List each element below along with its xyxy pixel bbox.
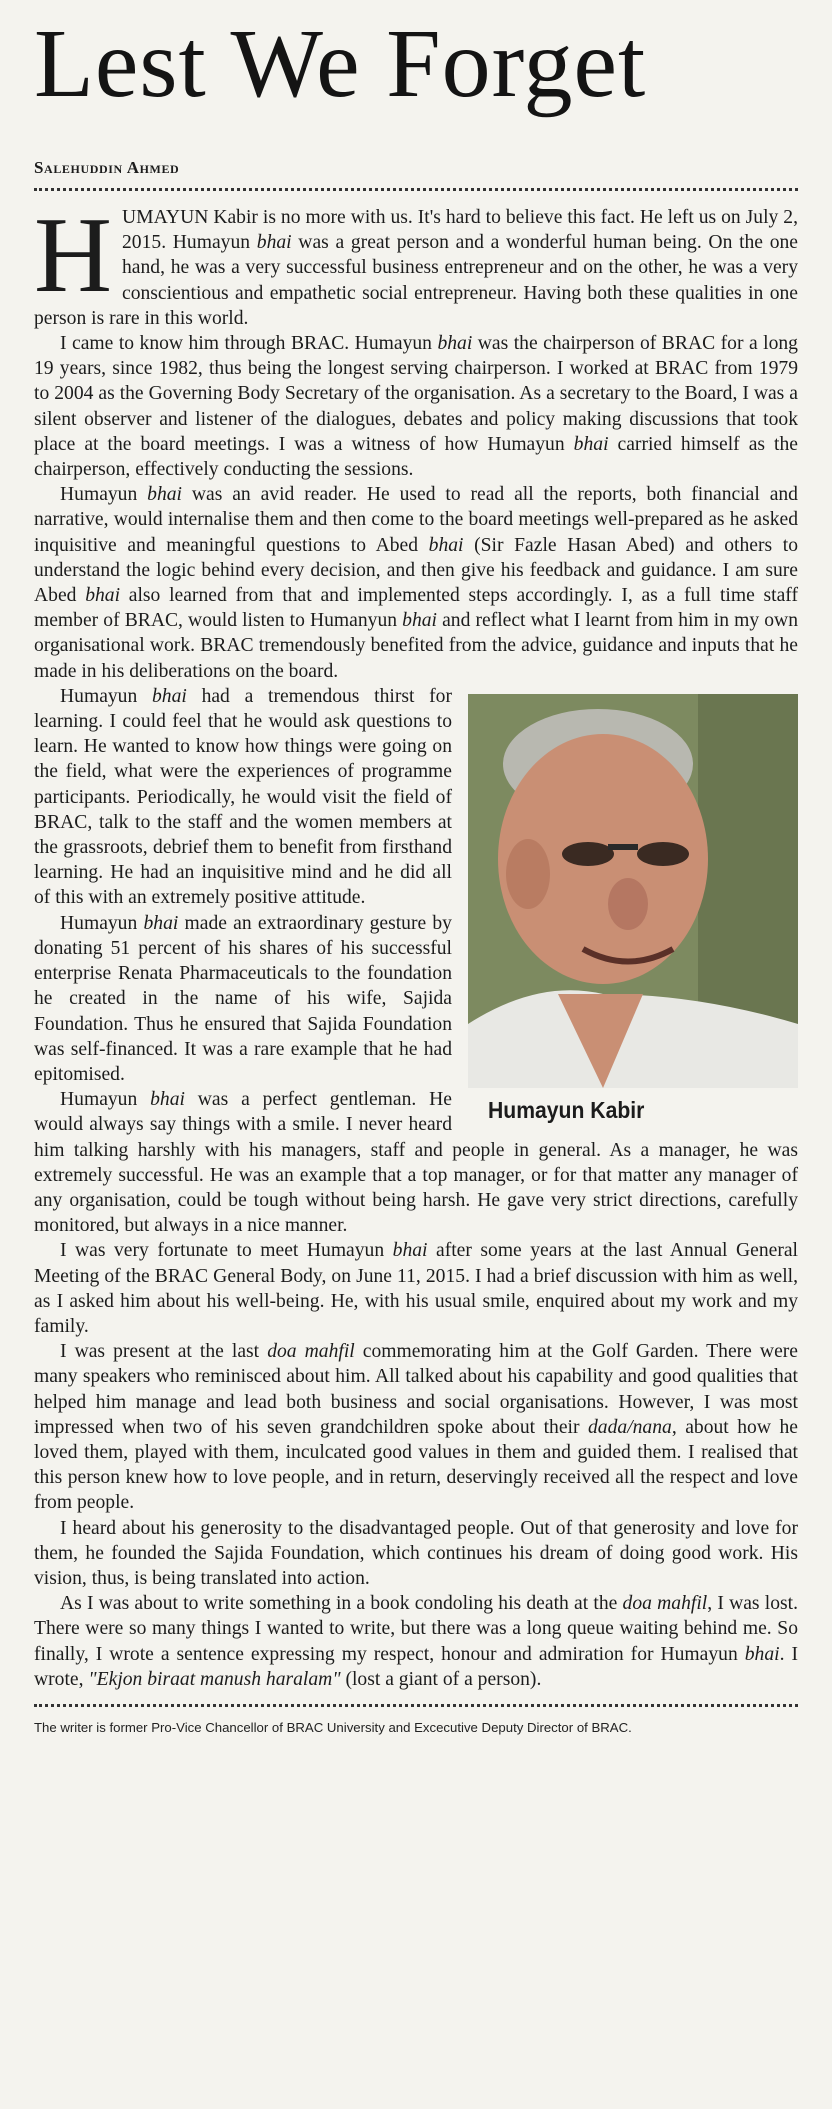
paragraph-5: Humayun bhai made an extraordinary gesture by donating 51 percent of his shares of his successful enterprise Renata Pharmaceuticals to the foundation he created in the name of his wife, Sajida Foundation. Thus he ensured that Sajida Foundation was self-financed. It was a rare example that he had epitomised. [34, 912, 452, 1085]
paragraph-7: I was very fortunate to meet Humayun bhai after some years at the last Annual General Meeting of the BRAC General Body, on June 11, 2015. I had a brief discussion with him as well, as I asked him about his well-being. He, with his usual smile, enquired about my work and my family. [34, 1240, 798, 1337]
byline: Salehuddin Ahmed [34, 158, 180, 177]
photo-figure [468, 694, 798, 1123]
portrait-photo [468, 694, 798, 1088]
article-body [34, 196, 798, 1692]
paragraph-8: I was present at the last doa mahfil commemorating him at the Golf Garden. There were many speakers who reminisced about him. All talked about his capability and good qualities that helped him manage and lead both business and social organisations. However, I was most impressed when two of his seven grandchildren spoke about their dada/nana, about how he loved them, played with them, inculcated good values in them and guided them. I realised that this person knew how to love people, and in return, deservingly received all the respect and love from people. [34, 1341, 798, 1514]
paragraph-1: HUMAYUN Kabir is no more with us. It's hard to believe this fact. He left us on July 2, 2015. Humayun bhai was a great person and a wonderful human being. On the one hand, he was a very successful business entrepreneur and on the other, he was a very conscientious and empathetic social entrepreneur. Having both these qualities in one person is rare in this world. [34, 196, 798, 329]
paragraph-3: Humayun bhai was an avid reader. He used to read all the reports, both financial and narrative, would internalise them and then come to the board meetings well-prepared as he asked inquisitive and meaningful questions to Abed bhai (Sir Fazle Hasan Abed) and others to understand the logic behind every decision, and then give his feedback and guidance. I am sure Abed bhai also learned from that and implemented steps accordingly. I, as a full time staff member of BRAC, would listen to Humanyun bhai and reflect what I learnt from him in my own organisational work. BRAC tremendously benefited from the advice, guidance and inputs that he made in his deliberations on the board. [34, 484, 798, 682]
paragraph-2: I came to know him through BRAC. Humayun bhai was the chairperson of BRAC for a long 19 years, since 1982, thus being the longest serving chairperson. I worked at BRAC from 1979 to 2004 as the Governing Body Secretary of the organisation. As a secretary to the Board, I was a silent observer and listener of the dialogues, debates and policy making discussions that took place at the board meetings. I was a witness of how Humayun bhai carried himself as the chairperson, effectively conducting the sessions. [34, 333, 798, 481]
paragraph-6: Humayun bhai was a perfect gentleman. He would always say things with a smile. I never heard him talking harshly with his managers, staff and people in general. As a manager, he was extremely successful. He was an example that a top manager, or for that matter any manager of any organisation, could be tough without being harsh. He gave very strict directions, carefully monitored, but always in a nice manner. [34, 1089, 798, 1237]
photo-caption: Humayun Kabir [488, 1096, 645, 1123]
paragraph-4: Humayun bhai had a tremendous thirst for learning. I could feel that he would ask questions to learn. He wanted to know how things were going on the field, what were the experiences of programme participants. Periodically, he would visit the field of BRAC, talk to the staff and the women members at the grassroots, debrief them to benefit from firsthand learning. He had an inquisitive mind and he did all of this with an extremely positive attitude. [34, 685, 452, 909]
drop-cap: H [34, 196, 112, 315]
author-note: The writer is former Pro-Vice Chancellor of BRAC University and Excecutive Deputy Director of BRAC. [34, 1719, 632, 1735]
byline-divider [34, 188, 798, 191]
paragraph-9: I heard about his generosity to the disadvantaged people. Out of that generosity and love for them, he founded the Sajida Foundation, which continues his dream of doing good work. His vision, thus, is being translated into action. [34, 1517, 798, 1589]
headline: Lest We Forget [34, 10, 647, 118]
paragraph-10: As I was about to write something in a book condoling his death at the doa mahfil, I was lost. There were so many things I wanted to write, but there was a long queue waiting behind me. So finally, I wrote a sentence expressing my respect, honour and admiration for Humayun bhai. I wrote, "Ekjon biraat manush haralam" (lost a giant of a person). [34, 1593, 798, 1690]
footnote-divider [34, 1704, 798, 1707]
